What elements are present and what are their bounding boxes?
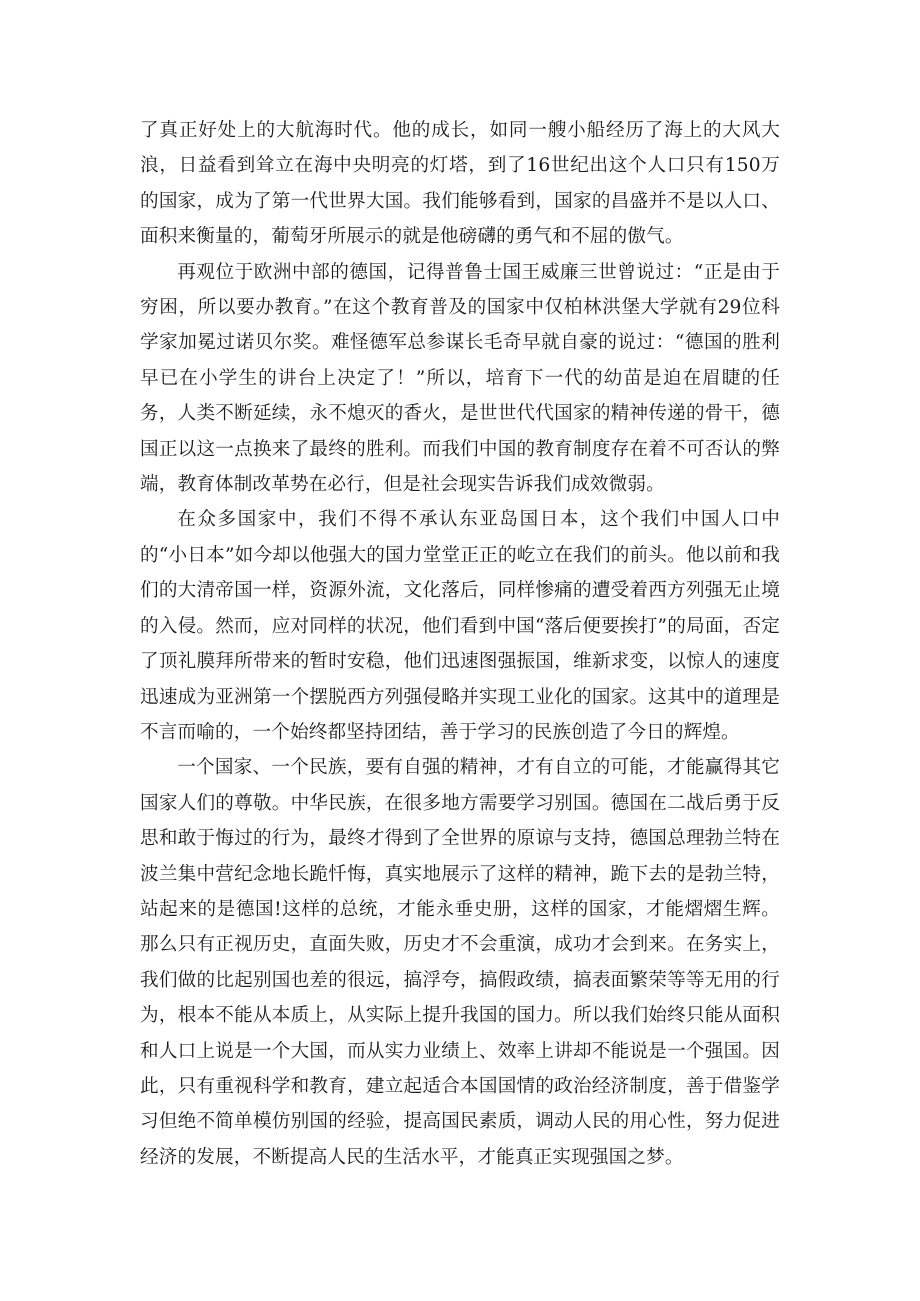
- paragraph-japan: 在众多国家中，我们不得不承认东亚岛国日本，这个我们中国人口中的“小日本”如今却以他强大的国力堂堂正正的屹立在我们的前头。他以前和我们的大清帝国一样，资源外流，文化落后，同样惨痛的遭受着西方列强无止境的入侵。然而，应对同样的状况，他们看到中国“落后便要挨打”的局面，否定了顶礼膜拜所带来的暂时安稳，他们迅速图强振国，维新求变，以惊人的速度迅速成为亚洲第一个摆脱西方列强侵略并实现工业化的国家。这其中的道理是不言而喻的，一个始终都坚持团结，善于学习的民族创造了今日的辉煌。: [140, 509, 780, 743]
- paragraph-portugal: 了真正好处上的大航海时代。他的成长，如同一艘小船经历了海上的大风大浪，日益看到耸立在海中央明亮的灯塔，到了16世纪出这个人口只有150万的国家，成为了第一代世界大国。我们能够看到，国家的昌盛并不是以人口、面积来衡量的，葡萄牙所展示的就是他磅礴的勇气和不屈的傲气。: [140, 120, 780, 248]
- paragraph-germany: 再观位于欧洲中部的德国，记得普鲁士国王威廉三世曾说过：“正是由于穷困，所以要办教育。”在这个教育普及的国家中仅柏林洪堡大学就有29位科学家加冕过诺贝尔奖。难怪德军总参谋长毛奇早就自豪的说过：“德国的胜利早已在小学生的讲台上决定了！”所以，培育下一代的幼苗是迫在眉睫的任务，人类不断延续，永不熄灭的香火，是世世代代国家的精神传递的骨干，德国正以这一点换来了最终的胜利。而我们中国的教育制度存在着不可否认的弊端，教育体制改革势在必行，但是社会现实告诉我们成效微弱。: [140, 261, 780, 496]
- paragraph-conclusion: 一个国家、一个民族，要有自强的精神，才有自立的可能，才能赢得其它国家人们的尊敬。中华民族，在很多地方需要学习别国。德国在二战后勇于反思和敢于悔过的行为，最终才得到了全世界的原谅与支持，德国总理勃兰特在波兰集中营纪念地长跪忏悔，真实地展示了这样的精神，跪下去的是勃兰特，站起来的是德国!这样的总统，才能永垂史册，这样的国家，才能熠熠生辉。那么只有正视历史，直面失败，历史才不会重演，成功才会到来。在务实上，我们做的比起别国也差的很远，搞浮夸，搞假政绩，搞表面繁荣等等无用的行为，根本不能从本质上，从实际上提升我国的国力。所以我们始终只能从面积和人口上说是一个大国，而从实力业绩上、效率上讲却不能说是一个强国。因此，只有重视科学和教育，建立起适合本国国情的政治经济制度，善于借鉴学习但绝不简单模仿别国的经验，提高国民素质，调动人民的用心性，努力促进经济的发展，不断提高人民的生活水平，才能真正实现强国之梦。: [140, 757, 780, 1168]
- document-body: [140, 113, 780, 1175]
